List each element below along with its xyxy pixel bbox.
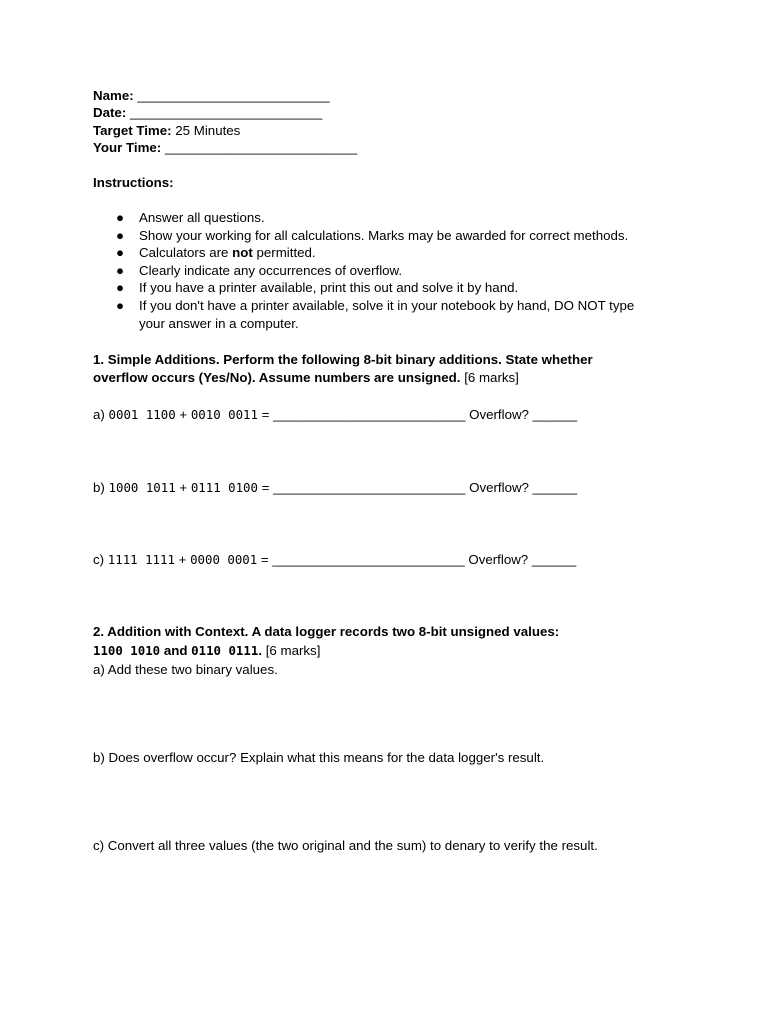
instruction-item <box>93 262 693 280</box>
instruction-text-emphasis: not <box>232 245 253 261</box>
part-label: c) <box>93 552 108 567</box>
instruction-text: Show your working for all calculations. Marks may be awarded for correct methods. <box>139 227 629 243</box>
your-time-blank: __________________________ <box>164 140 358 155</box>
q1-marks: [6 marks] <box>460 370 519 385</box>
instruction-text-post: permitted. <box>252 245 316 261</box>
binary-operand-1: 0001 1100 <box>108 407 176 422</box>
plus-sign: + <box>175 407 191 422</box>
q2-title-line1: 2. Addition with Context. A data logger records two 8-bit unsigned values: <box>93 624 560 639</box>
plus-sign: + <box>174 552 191 567</box>
q1-part-b <box>93 479 693 497</box>
q2-value-1: 1100 1010 <box>93 643 161 658</box>
binary-operand-2: 0111 0100 <box>190 480 258 495</box>
binary-operand-2: 0000 0001 <box>190 552 258 567</box>
part-label: b) <box>93 480 109 495</box>
overflow-blank: ______ <box>531 552 577 567</box>
date-field-line <box>93 104 693 122</box>
overflow-label: Overflow? <box>464 552 532 567</box>
instructions-list <box>93 209 693 332</box>
your-time-label: Your Time: <box>93 140 162 155</box>
bullet-icon: ● <box>116 210 125 225</box>
q2-title-line2 <box>93 642 693 660</box>
instruction-item <box>93 297 693 332</box>
bullet-icon: ● <box>116 262 125 278</box>
instruction-item <box>93 227 693 245</box>
equals-sign: = <box>257 480 274 495</box>
binary-operand-1: 1111 1111 <box>107 552 175 567</box>
name-field-line <box>93 87 693 105</box>
equals-sign: = <box>257 552 273 567</box>
instruction-item <box>93 244 693 262</box>
instruction-text: If you have a printer available, print this out and solve it by hand. <box>139 280 519 296</box>
bullet-icon: ● <box>116 227 125 243</box>
instruction-text-line1: If you don't have a printer available, solve it in your notebook by hand, DO NOT type <box>139 297 635 313</box>
q2-and-text: and <box>160 643 192 658</box>
name-label: Name: <box>93 88 134 103</box>
q2-marks: [6 marks] <box>262 643 321 658</box>
instruction-item <box>93 209 693 227</box>
instruction-text-pre: Calculators are <box>139 245 233 261</box>
q2-part-a: a) Add these two binary values. <box>93 662 278 677</box>
q1-title-line2 <box>93 369 693 387</box>
answer-blank: __________________________ <box>272 552 465 567</box>
q2-period: . <box>258 643 263 658</box>
answer-blank: __________________________ <box>273 480 466 495</box>
instructions-heading: Instructions: <box>93 175 174 190</box>
q2-value-2: 0110 0111 <box>191 643 259 658</box>
overflow-blank: ______ <box>532 480 578 495</box>
part-label: a) <box>93 407 109 422</box>
binary-operand-2: 0010 0011 <box>190 407 258 422</box>
instruction-item <box>93 279 693 297</box>
target-time-line <box>93 122 693 140</box>
overflow-label: Overflow? <box>465 407 533 422</box>
date-blank: __________________________ <box>129 105 323 120</box>
answer-blank: __________________________ <box>273 407 466 422</box>
q1-part-c <box>93 551 693 569</box>
q1-title-text: overflow occurs (Yes/No). Assume numbers are unsigned. <box>93 370 461 385</box>
bullet-icon: ● <box>116 297 125 313</box>
plus-sign: + <box>175 480 191 495</box>
binary-operand-1: 1000 1011 <box>108 480 176 495</box>
target-time-value: 25 Minutes <box>175 123 241 138</box>
q2-part-c: c) Convert all three values (the two original and the sum) to denary to verify the result. <box>93 838 598 853</box>
instruction-text: Answer all questions. <box>139 210 265 225</box>
overflow-label: Overflow? <box>465 480 533 495</box>
q1-part-a <box>93 406 693 424</box>
instruction-text: Clearly indicate any occurrences of overflow. <box>139 262 403 278</box>
bullet-icon: ● <box>116 245 125 261</box>
your-time-line <box>93 139 693 157</box>
equals-sign: = <box>257 407 274 422</box>
target-time-label: Target Time: <box>93 123 172 138</box>
date-label: Date: <box>93 105 127 120</box>
bullet-icon: ● <box>116 280 125 296</box>
q1-title-line1: 1. Simple Additions. Perform the following 8-bit binary additions. State whether <box>93 352 593 367</box>
q2-part-b: b) Does overflow occur? Explain what this means for the data logger's result. <box>93 750 545 765</box>
overflow-blank: ______ <box>532 407 578 422</box>
name-blank: __________________________ <box>137 88 330 103</box>
instruction-text-line2: your answer in a computer. <box>139 315 299 331</box>
